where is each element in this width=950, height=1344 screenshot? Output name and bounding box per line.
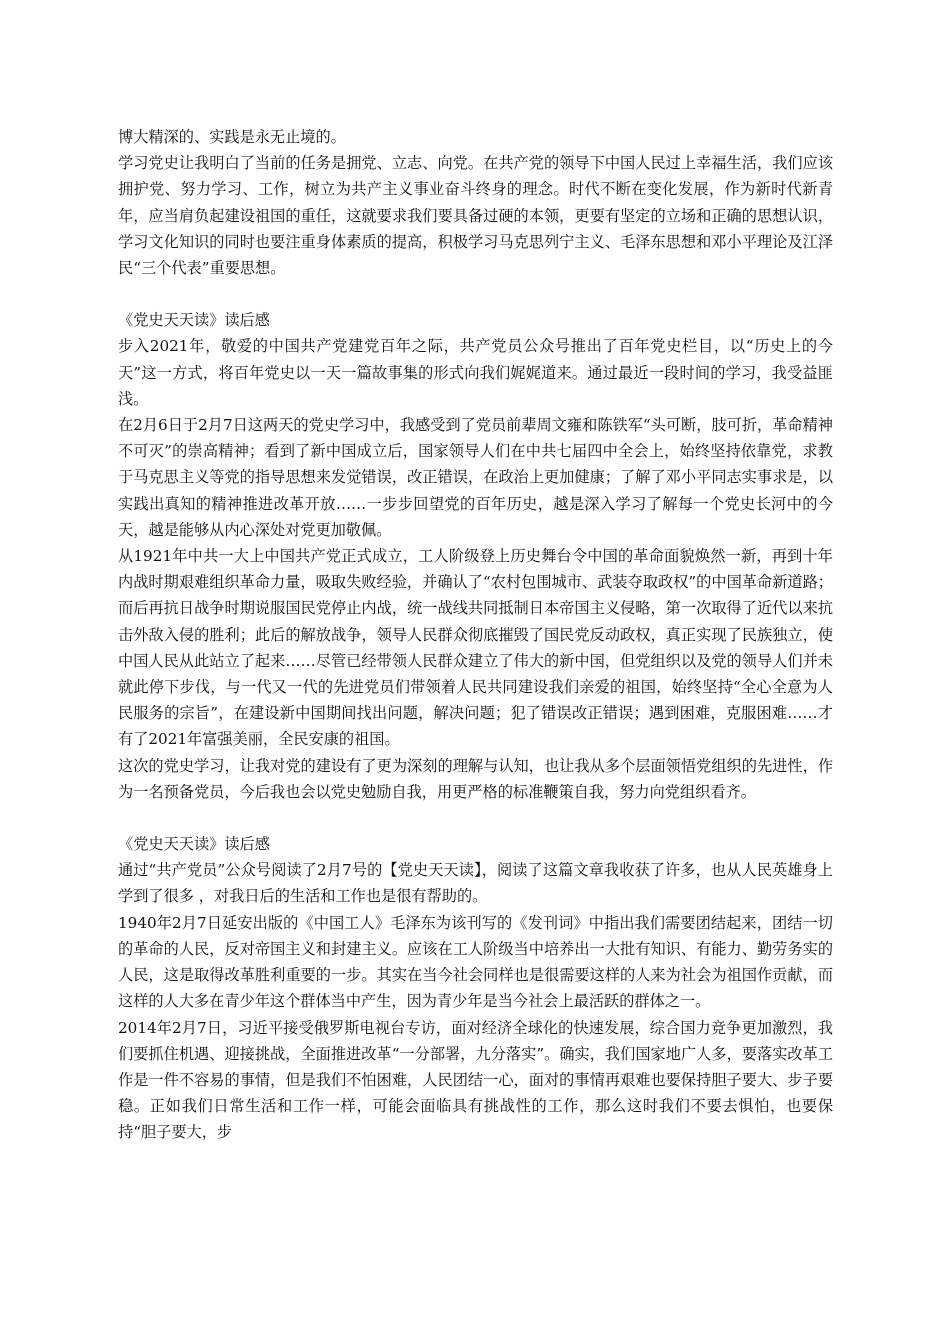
essay-title: 《党史天天读》读后感: [118, 311, 270, 330]
paragraph: 学习党史让我明白了当前的任务是拥党、立志、向党。在共产党的领导下中国人民过上幸福生活，我们应该拥护党、努力学习、工作，树立为共产主义事业奋斗终身的理念。时代不断在变化发展，作为新时代新青年，应当肩负起建设祖国的重任，这就要求我们要具备过硬的本领，更要有坚定的立场和正确的思想认识，学习文化知识的同时也要注重身体素质的提高，积极学习马克思列宁主义、毛泽东思想和邓小平理论及江泽民“三个代表”重要思想。: [118, 154, 833, 278]
paragraph: 2014年2月7日，习近平接受俄罗斯电视台专访，面对经济全球化的快速发展，综合国力竞争更加激烈，我们要抓住机遇、迎接挑战，全面推进改革“一分部署，九分落实”。确实，我们国家地广人多，要落实改革工作是一件不容易的事情，但是我们不怕困难，人民团结一心，面对的事情再艰难也要保持胆子要大、步子要稳。正如我们日常生活和工作一样，可能会面临具有挑战性的工作，那么这时我们不要去惧怕，也要保持“胆子要大，步: [118, 1018, 833, 1142]
paragraph: 通过“共产党员”公众号阅读了2月7号的【党史天天读】，阅读了这篇文章我收获了许多，也从人民英雄身上学到了很多 ，对我日后的生活和工作也是很有帮助的。: [118, 861, 833, 906]
blank-line: [118, 805, 833, 831]
paragraph: 在2月6日于2月7日这两天的党史学习中，我感受到了党员前辈周文雍和陈铁军“头可断，肢可折，革命精神不可灭”的崇高精神；看到了新中国成立后，国家领导人们在中共七届四中全会上，始终坚持依靠党，求教于马克思主义等党的指导思想来发觉错误，改正错误，在政治上更加健康；了解了邓小平同志实事求是，以实践出真知的精神推进改革开放……一步步回望党的百年历史，越是深入学习了解每一个党史长河中的今天，越是能够从内心深处对党更加敬佩。: [118, 416, 833, 539]
document-body: [118, 124, 833, 1146]
essay-title: 《党史天天读》读后感: [118, 835, 270, 854]
paragraph: 步入2021年，敬爱的中国共产党建党百年之际，共产党员公众号推出了百年党史栏目，以“历史上的今天”这一方式，将百年党史以一天一篇故事集的形式向我们娓娓道来。通过最近一段时间的学习，我受益匪浅。: [118, 337, 833, 408]
paragraph: 从1921年中共一大上中国共产党正式成立，工人阶级登上历史舞台令中国的革命面貌焕然一新，再到十年内战时期艰难组织革命力量，吸取失败经验，并确认了“农村包围城市、武装夺取政权”的中国革命新道路；而后再抗日战争时期说服国民党停止内战，统一战线共同抵制日本帝国主义侵略，第一次取得了近代以来抗击外敌入侵的胜利；此后的解放战争，领导人民群众彻底摧毁了国民党反动政权，真正实现了民族独立，使中国人民从此站立了起来……尽管已经带领人民群众建立了伟大的新中国，但党组织以及党的领导人们并未就此停下步伐，与一代又一代的先进党员们带领着人民共同建设我们亲爱的祖国，始终坚持“全心全意为人民服务的宗旨”，在建设新中国期间找出问题，解决问题；犯了错误改正错误；遇到困难，克服困难……才有了2021年富强美丽，全民安康的祖国。: [118, 547, 833, 749]
paragraph: 这次的党史学习，让我对党的建设有了更为深刻的理解与认知，也让我从多个层面领悟党组织的先进性，作为一名预备党员，今后我也会以党史勉励自我，用更严格的标准鞭策自我，努力向党组织看齐。: [118, 756, 833, 801]
paragraph: 1940年2月7日延安出版的《中国工人》毛泽东为该刊写的《发刊词》中指出我们需要团结起来，团结一切的革命的人民，反对帝国主义和封建主义。应该在工人阶级当中培养出一大批有知识、有能力、勤劳务实的人民，这是取得改革胜利重要的一步。其实在当今社会同样也是很需要这样的人来为社会为祖国作贡献，而这样的人大多在青少年这个群体当中产生，因为青少年是当今社会上最活跃的群体之一。: [118, 913, 833, 1011]
paragraph: 博大精深的、实践是永无止境的。: [118, 128, 346, 146]
blank-line: [118, 281, 833, 307]
